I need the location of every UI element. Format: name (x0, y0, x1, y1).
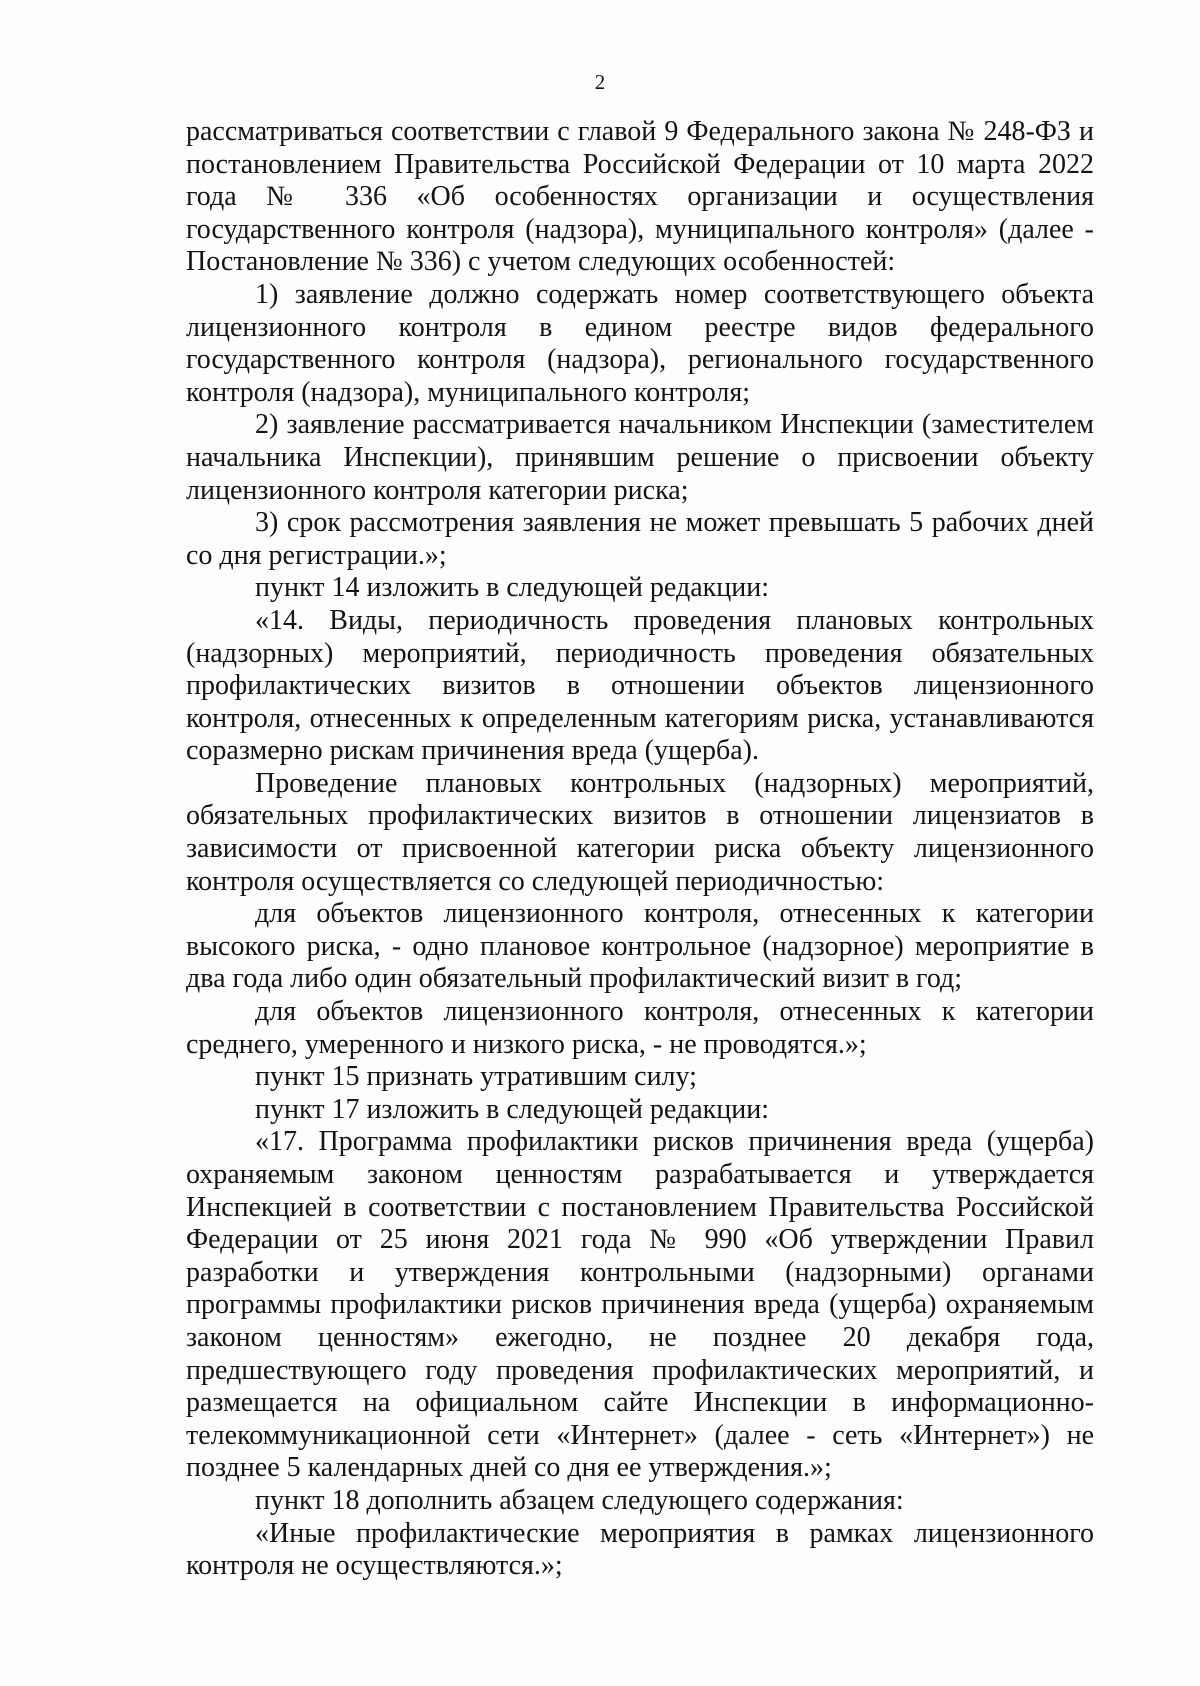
paragraph-point-14-text: «14. Виды, периодичность проведения плановых контрольных (надзорных) мероприятий, периодичность проведения обязательных профилактических визитов в отношении объектов лицензионного контроля, отнесенных к определенным категориям риска, устанавливаются соразмерно рискам причинения вреда (ущерба). (186, 604, 1094, 767)
page-number: 2 (594, 70, 606, 94)
paragraph-high-risk: для объектов лицензионного контроля, отнесенных к категории высокого риска, - одно плановое контрольное (надзорное) мероприятие в два года либо один обязательный профилактический визит в год; (186, 898, 1094, 995)
paragraph-point-17-intro: пункт 17 изложить в следующей редакции: (255, 1093, 769, 1125)
paragraph-point-15: пункт 15 признать утратившим силу; (255, 1061, 697, 1093)
paragraph-point-18-text: «Иные профилактические мероприятия в рамках лицензионного контроля не осуществляются.»; (186, 1517, 1094, 1582)
paragraph-item-3: 3) срок рассмотрения заявления не может превышать 5 рабочих дней со дня регистрации.»; (186, 507, 1094, 571)
paragraph-item-2: 2) заявление рассматривается начальником Инспекции (заместителем начальника Инспекции), принявшим решение о присвоении объекту лицензионного контроля категории риска; (186, 409, 1094, 506)
paragraph-item-1: 1) заявление должно содержать номер соответствующего объекта лицензионного контроля в едином реестре видов федерального государственного контроля (надзора), регионального государственного контроля (надзора), муниципального контроля; (186, 278, 1094, 408)
paragraph-point-17-text: «17. Программа профилактики рисков причинения вреда (ущерба) охраняемым законом ценностям разрабатывается и утверждается Инспекцией в соответствии с постановлением Правительства Российской Федерации от 25 июня 2021 года № 990 «Об утверждении Правил разработки и утверждения контрольными (надзорными) органами программы профилактики рисков причинения вреда (ущерба) охраняемым законом ценностям» ежегодно, не позднее 20 декабря года, предшествующего году проведения профилактических мероприятий, и размещается на официальном сайте Инспекции в информационно-телекоммуникационной сети «Интернет» (далее - сеть «Интернет») не позднее 5 календарных дней со дня ее утверждения.»; (186, 1126, 1094, 1484)
document-body (186, 116, 1094, 1583)
paragraph-planned-events: Проведение плановых контрольных (надзорных) мероприятий, обязательных профилактических визитов в отношении лицензиатов в зависимости от присвоенной категории риска объекту лицензионного контроля осуществляется со следующей периодичностью: (186, 767, 1094, 897)
paragraph-medium-risk: для объектов лицензионного контроля, отнесенных к категории среднего, умеренного и низкого риска, - не проводятся.»; (186, 996, 1094, 1060)
paragraph-continuation: рассматриваться соответствии с главой 9 Федерального закона № 248-ФЗ и постановлением Правительства Российской Федерации от 10 марта 2022 года № 336 «Об особенностях организации и осуществления государственного контроля (надзора), муниципального контроля» (далее - Постановление № 336) с учетом следующих особенностей: (186, 116, 1094, 278)
paragraph-point-14-intro: пункт 14 изложить в следующей редакции: (255, 572, 769, 604)
paragraph-point-18-intro: пункт 18 дополнить абзацем следующего содержания: (255, 1484, 904, 1516)
